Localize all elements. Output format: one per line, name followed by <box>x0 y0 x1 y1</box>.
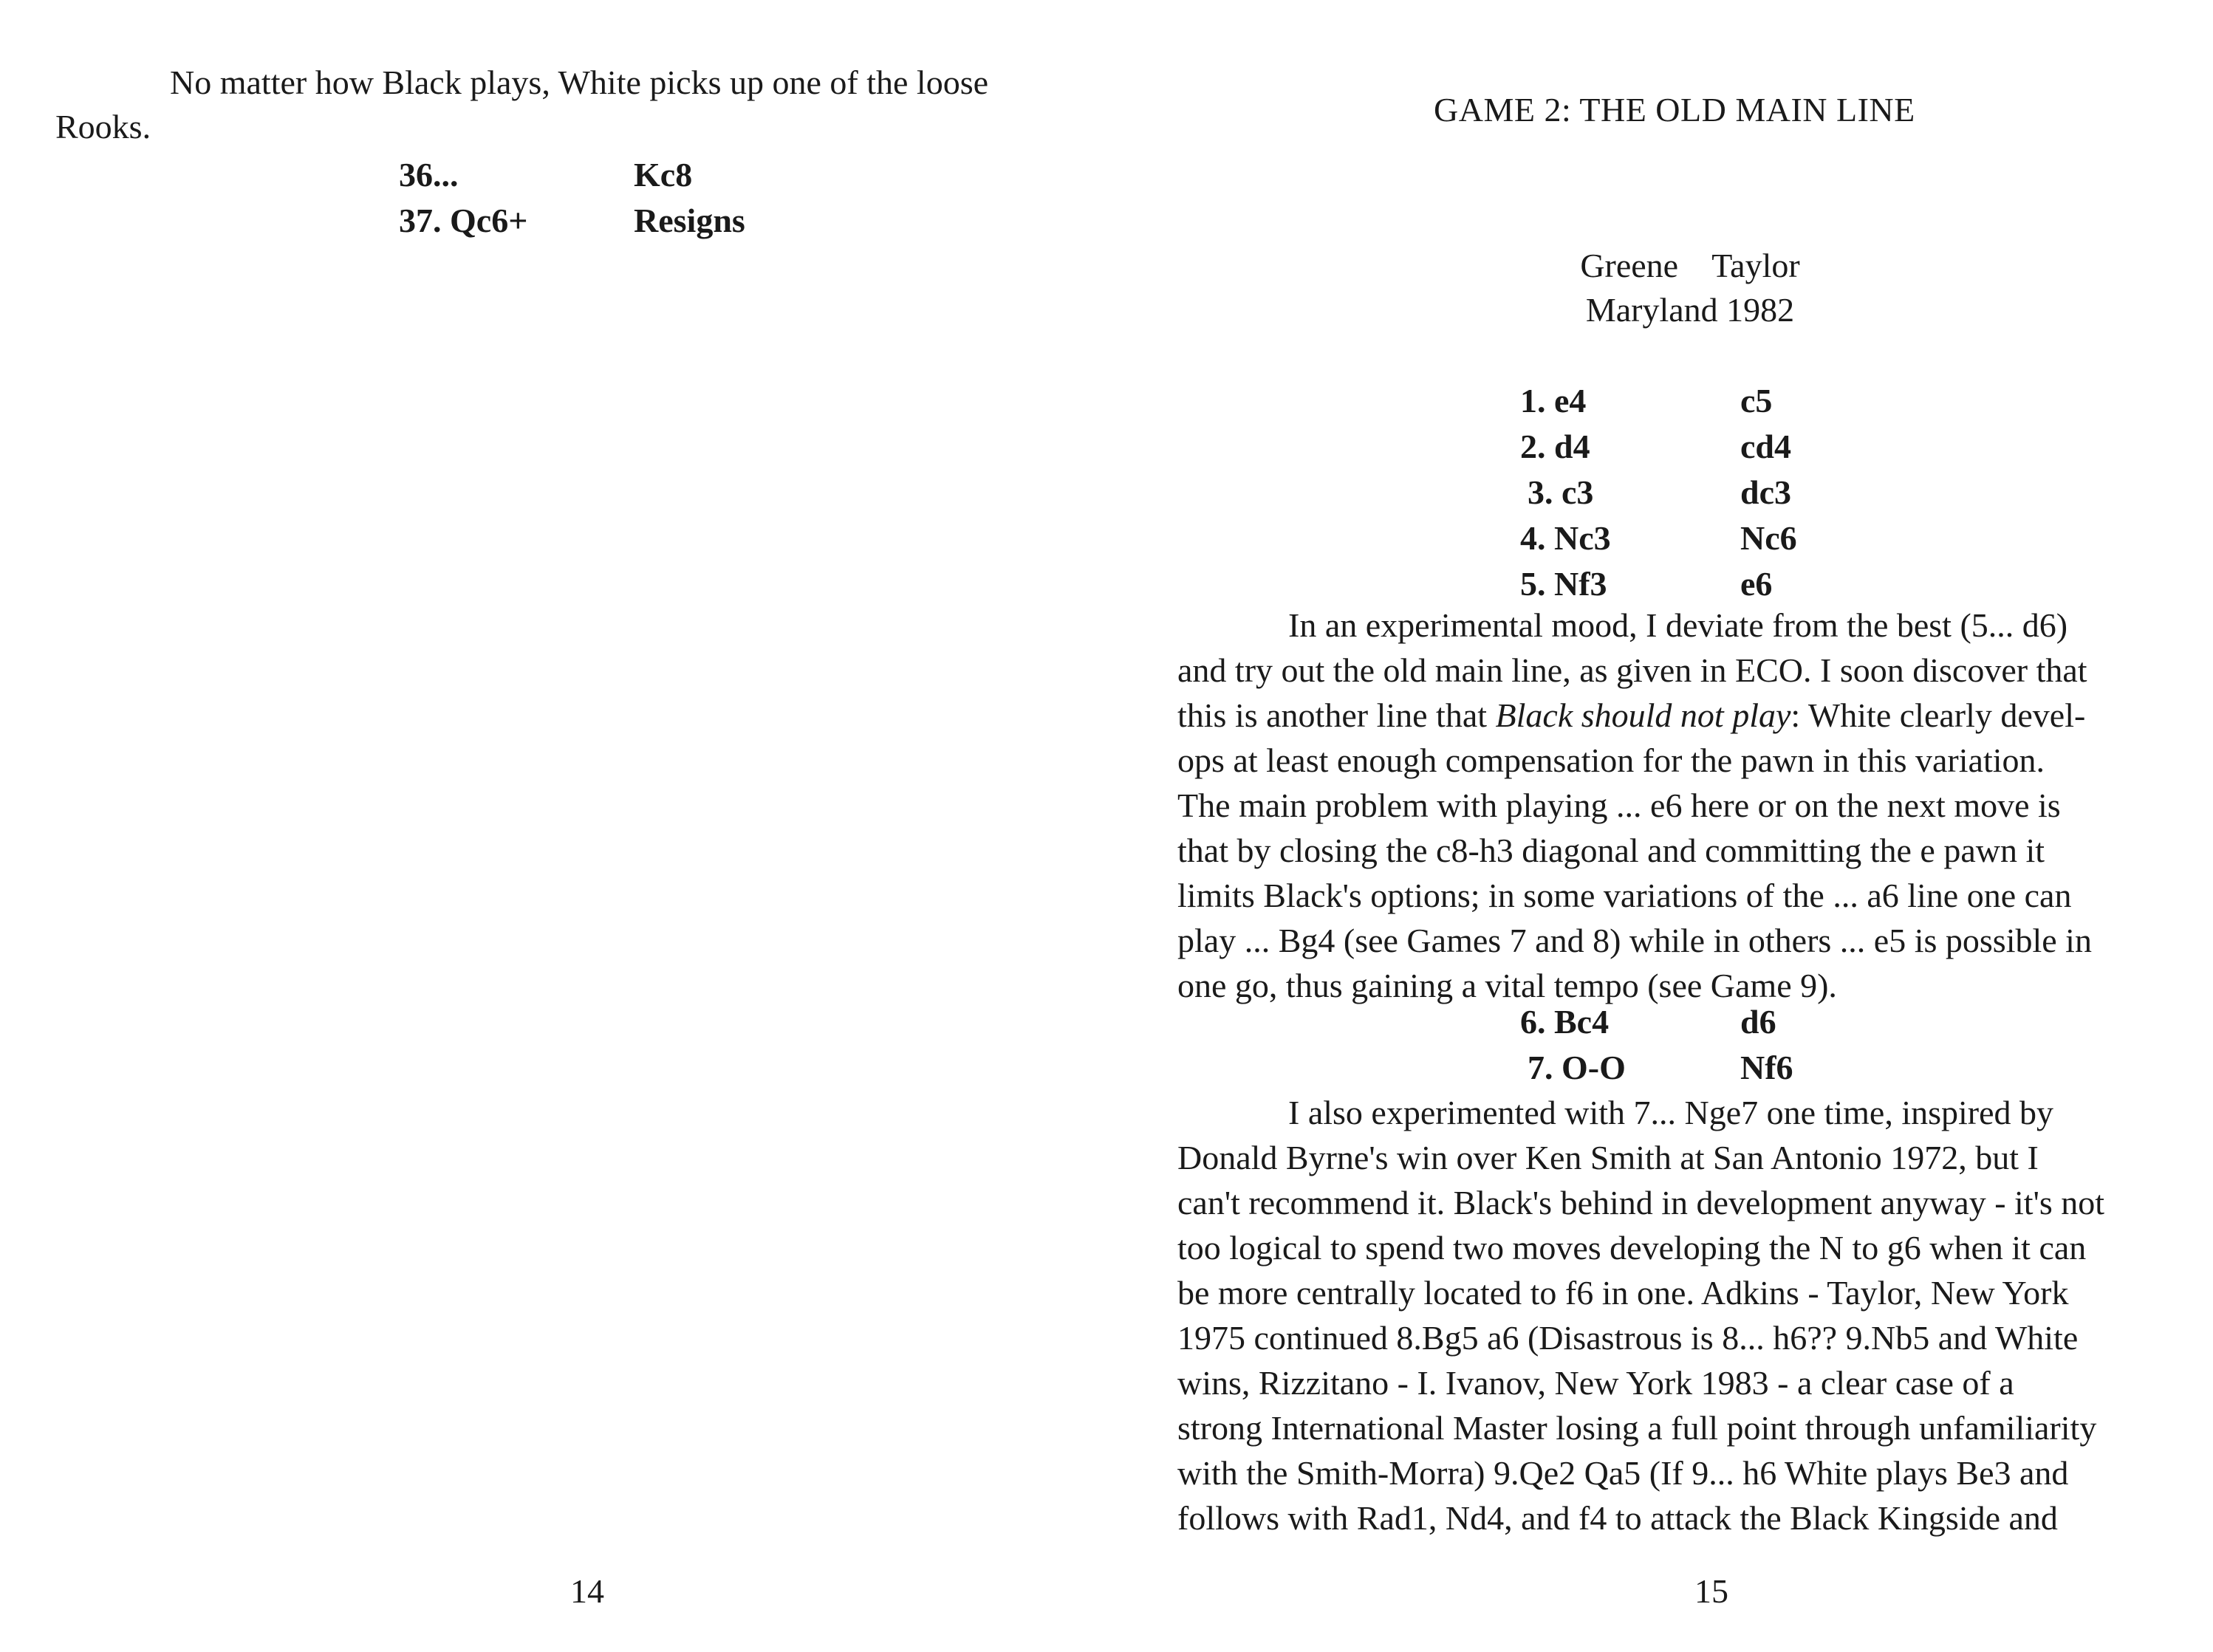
text-line: strong International Master losing a full point through unfamiliarity <box>1177 1409 2097 1447</box>
text-line: too logical to spend two moves developing the N to g6 when it can <box>1177 1229 2087 1267</box>
intro-text-line-2: Rooks. <box>55 108 151 145</box>
move-row <box>399 198 745 244</box>
move-row <box>1520 1045 1793 1091</box>
black-move: e6 <box>1740 565 1773 603</box>
black-move: c5 <box>1740 382 1773 419</box>
text-line: one go, thus gaining a vital tempo (see Game 9). <box>1177 967 1837 1004</box>
text-line: wins, Rizzitano - I. Ivanov, New York 1983 - a clear case of a <box>1177 1364 2014 1402</box>
text-line: and try out the old main line, as given in ECO. I soon discover that <box>1177 651 2087 689</box>
page-number: 14 <box>570 1572 604 1610</box>
intro-text-line-1: No matter how Black plays, White picks up one of the loose <box>170 64 989 101</box>
game-header <box>1550 244 1830 332</box>
black-move: Resigns <box>634 202 745 239</box>
black-move: Nf6 <box>1740 1049 1793 1086</box>
white-move: 7. O-O <box>1528 1049 1626 1086</box>
text-line: ops at least enough compensation for the pawn in this variation. <box>1177 741 2045 779</box>
white-move: 36... <box>399 156 459 193</box>
white-move: 2. d4 <box>1520 428 1590 465</box>
text-line: play ... Bg4 (see Games 7 and 8) while in others ... e5 is possible in <box>1177 922 2092 959</box>
move-list <box>399 152 745 244</box>
white-move: 37. Qc6+ <box>399 202 528 239</box>
event-name: Maryland 1982 <box>1585 291 1795 329</box>
black-move: d6 <box>1740 1003 1776 1041</box>
move-row <box>1520 378 1773 424</box>
move-row <box>399 152 693 198</box>
text-line: can't recommend it. Black's behind in development anyway - it's not <box>1177 1184 2105 1221</box>
text-line: with the Smith-Morra) 9.Qe2 Qa5 (If 9... h6 White plays Be3 and <box>1177 1454 2069 1492</box>
move-row <box>1520 470 1791 515</box>
text-span: : White clearly devel- <box>1790 696 2086 734</box>
black-move: dc3 <box>1740 473 1791 511</box>
black-move: Nc6 <box>1740 519 1797 557</box>
text-line: In an experimental mood, I deviate from the best (5... d6) <box>1288 606 2068 644</box>
chapter-heading: GAME 2: THE OLD MAIN LINE <box>1434 91 1915 128</box>
black-move: cd4 <box>1740 428 1791 465</box>
text-line: be more centrally located to f6 in one. Adkins - Taylor, New York <box>1177 1274 2069 1312</box>
move-row <box>1520 424 1791 470</box>
white-move: 4. Nc3 <box>1520 519 1611 557</box>
commentary-paragraph <box>1177 603 2197 1008</box>
white-move: 3. c3 <box>1528 473 1594 511</box>
text-line: I also experimented with 7... Nge7 one time, inspired by <box>1288 1094 2054 1131</box>
black-move: Kc8 <box>634 156 693 193</box>
move-list <box>1520 378 1797 607</box>
text-line <box>1177 693 2197 738</box>
white-move: 6. Bc4 <box>1520 1003 1610 1041</box>
right-page <box>1106 0 2213 1652</box>
text-line: Donald Byrne's win over Ken Smith at San Antonio 1972, but I <box>1177 1139 2039 1176</box>
text-line: limits Black's options; in some variations of the ... a6 line one can <box>1177 877 2072 914</box>
text-line: that by closing the c8-h3 diagonal and committing the e pawn it <box>1177 832 2045 869</box>
white-move: 1. e4 <box>1520 382 1587 419</box>
left-page <box>0 0 1106 1652</box>
move-row <box>1520 515 1797 561</box>
white-move: 5. Nf3 <box>1520 565 1607 603</box>
text-line: follows with Rad1, Nd4, and f4 to attack the Black Kingside and <box>1177 1499 2058 1537</box>
page-number: 15 <box>1694 1572 1728 1610</box>
move-list <box>1520 999 1793 1091</box>
commentary-paragraph <box>1177 1090 2197 1540</box>
text-line: 1975 continued 8.Bg5 a6 (Disastrous is 8... h6?? 9.Nb5 and White <box>1177 1319 2079 1357</box>
text-span: this is another line that <box>1177 696 1496 734</box>
move-row <box>1520 561 1773 607</box>
italic-phrase: Black should not play <box>1495 696 1791 734</box>
text-line: The main problem with playing ... e6 here or on the next move is <box>1177 786 2061 824</box>
move-row <box>1520 999 1776 1045</box>
players-names: Greene Taylor <box>1580 247 1800 284</box>
